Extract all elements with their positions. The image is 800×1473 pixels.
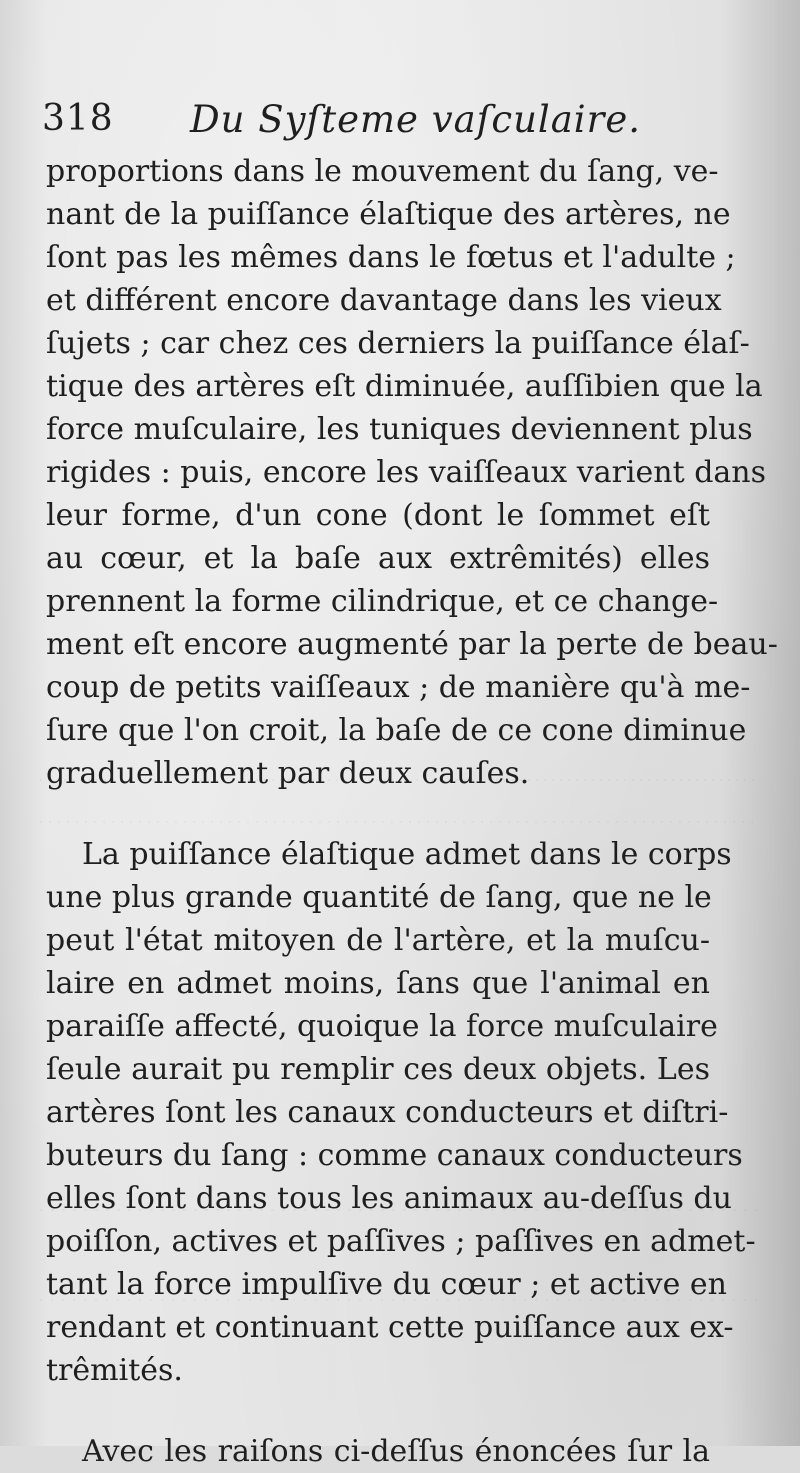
text-line: force muſculaire, les tuniques deviennent plus bbox=[46, 412, 753, 447]
text-line: prennent la forme cilindrique, et ce change- bbox=[46, 584, 719, 619]
text-line: ſont pas les mêmes dans le fœtus et l'adulte ; bbox=[46, 240, 736, 275]
text-line: artères ſont les canaux conducteurs et diſtri- bbox=[46, 1095, 729, 1130]
text-line: ſure que l'on croit, la baſe de ce cone diminue bbox=[46, 713, 747, 748]
text-line: ſujets ; car chez ces derniers la puiſſance élaſ- bbox=[46, 326, 750, 361]
text-line: rigides : puis, encore les vaiſſeaux varient dans bbox=[46, 455, 766, 490]
body-text bbox=[46, 150, 778, 1473]
running-title: Du Syſteme vaſculaire. bbox=[190, 98, 641, 141]
text-line: graduellement par deux cauſes. bbox=[46, 756, 530, 791]
paragraph-3 bbox=[46, 1430, 710, 1473]
text-line: tique des artères eſt diminuée, auſſibien que la bbox=[46, 369, 763, 404]
text-line: paraiſſe affecté, quoique la force muſculaire bbox=[46, 1009, 718, 1044]
text-line: buteurs du ſang : comme canaux conducteurs bbox=[46, 1138, 743, 1173]
text-line: proportions dans le mouvement du ſang, ve- bbox=[46, 154, 719, 189]
text-line: peut l'état mitoyen de l'artère, et la muſcu- bbox=[46, 923, 710, 958]
paragraph-2 bbox=[46, 833, 756, 1392]
text-line: rendant et continuant cette puiſſance aux ex- bbox=[46, 1310, 734, 1345]
text-line: une plus grande quantité de ſang, que ne le bbox=[46, 880, 712, 915]
page-number: 318 bbox=[42, 98, 114, 139]
text-line: ſeule aurait pu remplir ces deux objets. Les bbox=[46, 1052, 710, 1087]
text-line: La puiſſance élaſtique admet dans le corps bbox=[82, 837, 732, 872]
text-line: Avec les raiſons ci-deſſus énoncées ſur la bbox=[82, 1434, 710, 1469]
text-line: ment eſt encore augmenté par la perte de beau- bbox=[46, 627, 778, 662]
text-line: elles ſont dans tous les animaux au-deſſus du bbox=[46, 1181, 732, 1216]
text-line: au cœur, et la baſe aux extrêmités) elles bbox=[46, 541, 710, 576]
text-line: laire en admet moins, ſans que l'animal en bbox=[46, 966, 710, 1001]
text-line: et différent encore davantage dans les vieux bbox=[46, 283, 722, 318]
running-head bbox=[42, 98, 764, 148]
text-line: leur forme, d'un cone (dont le ſommet eſt bbox=[46, 498, 710, 533]
text-line: poiſſon, actives et paſſives ; paſſives en admet- bbox=[46, 1224, 756, 1259]
text-line: coup de petits vaiſſeaux ; de manière qu'à me- bbox=[46, 670, 751, 705]
text-line: nant de la puiſſance élaſtique des artères, ne bbox=[46, 197, 731, 232]
paragraph-1 bbox=[46, 150, 778, 795]
text-line: trêmités. bbox=[46, 1353, 183, 1388]
text-line: tant la force impulſive du cœur ; et active en bbox=[46, 1267, 727, 1302]
